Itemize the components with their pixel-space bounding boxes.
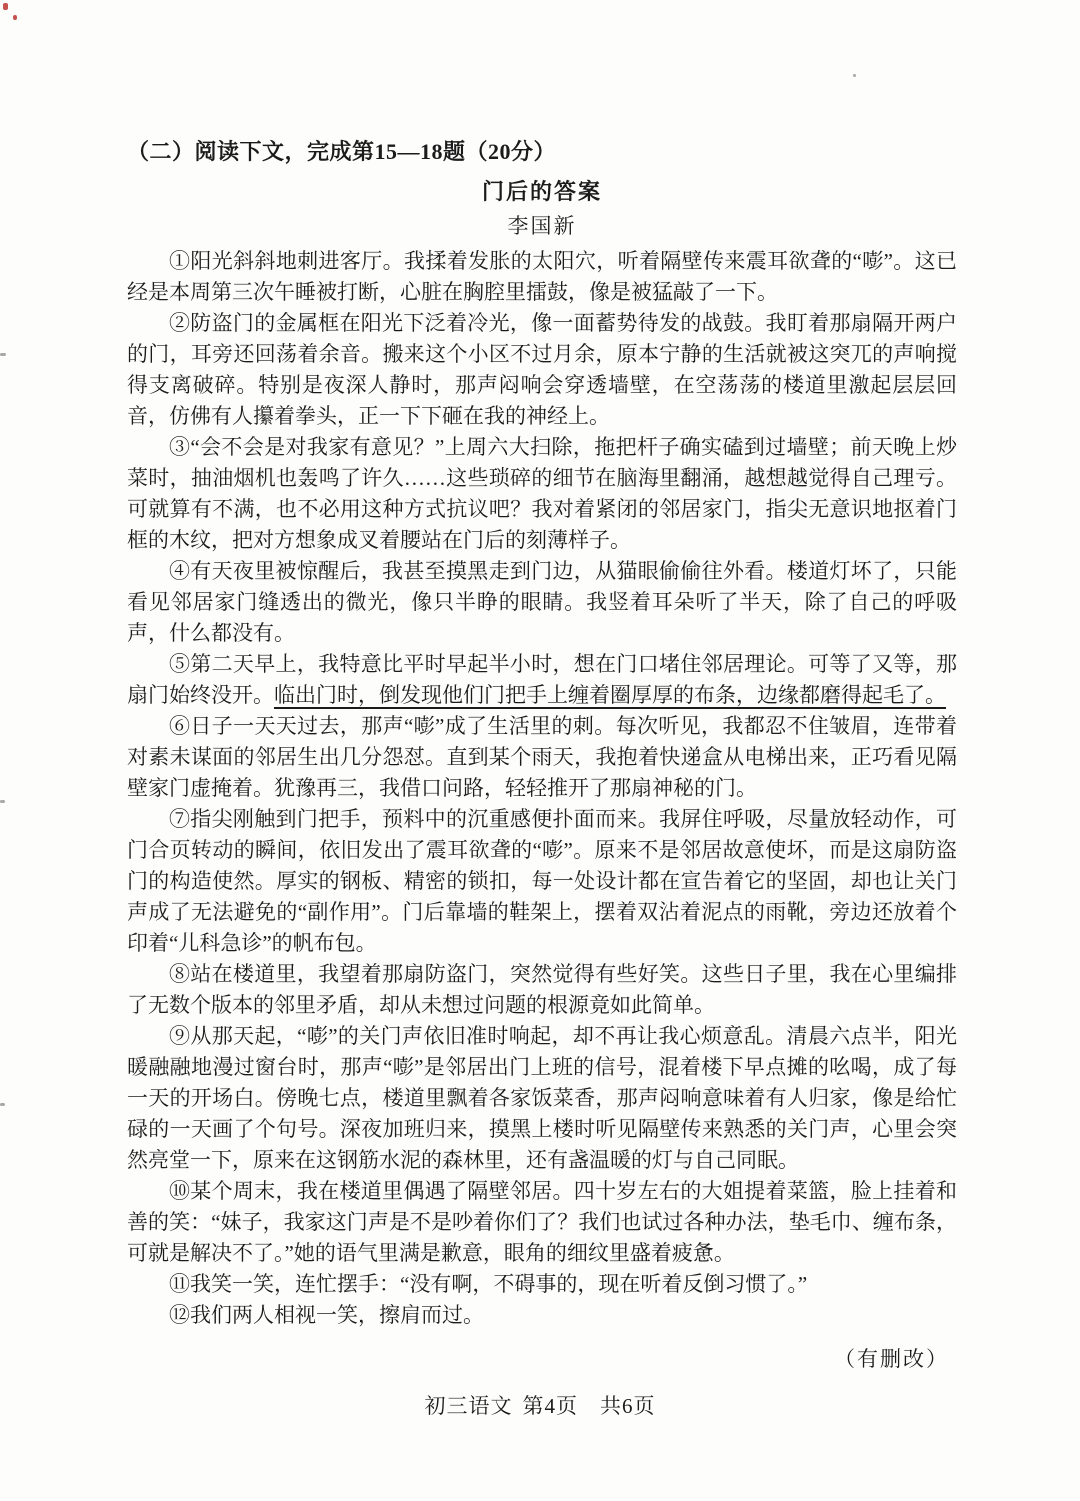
page-footer bbox=[0, 1392, 1080, 1420]
footer-course: 初三语文 bbox=[424, 1394, 513, 1418]
article-body bbox=[127, 246, 957, 1331]
underlined-sentence: 临出门时，倒发现他们门把手上缠着圈厚厚的布条，边缘都磨得起毛了。 bbox=[274, 683, 946, 707]
paragraph-text: ⑥日子一天天过去，那声“嘭”成了生活里的刺。每次听见，我都忍不住皱眉，连带着对素未谋面的邻居生出几分怨怼。直到某个雨天，我抱着快递盒从电梯出来，正巧看见隔壁家门虚掩着。犹豫再三，我借口问路，轻轻推开了那扇神秘的门。 bbox=[127, 714, 957, 800]
paragraph-text: ⑧站在楼道里，我望着那扇防盗门，突然觉得有些好笑。这些日子里，我在心里编排了无数个版本的邻里矛盾，却从未想过问题的根源竟如此简单。 bbox=[127, 962, 957, 1017]
paragraph-text: ②防盗门的金属框在阳光下泛着冷光，像一面蓄势待发的战鼓。我盯着那扇隔开两户的门，耳旁还回荡着余音。搬来这个小区不过月余，原本宁静的生活就被这突兀的声响搅得支离破碎。特别是夜深人静时，那声闷响会穿透墙壁，在空荡荡的楼道里激起层层回音，仿佛有人攥着拳头，正一下下砸在我的神经上。 bbox=[127, 311, 957, 428]
article-paragraph bbox=[127, 959, 957, 1021]
paragraph-text: ④有天夜里被惊醒后，我甚至摸黑走到门边，从猫眼偷偷往外看。楼道灯坏了，只能看见邻居家门缝透出的微光，像只半睁的眼睛。我竖着耳朵听了半天，除了自己的呼吸声，什么都没有。 bbox=[127, 559, 957, 645]
paragraph-text: ③“会不会是对我家有意见？”上周六大扫除，拖把杆子确实磕到过墙壁；前天晚上炒菜时，抽油烟机也轰鸣了许久……这些琐碎的细节在脑海里翻涌，越想越觉得自己理亏。可就算有不满，也不必用这种方式抗议吧？我对着紧闭的邻居家门，指尖无意识地抠着门框的木纹，把对方想象成叉着腰站在门后的刻薄样子。 bbox=[127, 435, 957, 552]
article-paragraph bbox=[127, 804, 957, 959]
article-paragraph bbox=[127, 1300, 957, 1331]
article-title: 门后的答案 bbox=[481, 179, 602, 204]
footer-page-number: 第4页 bbox=[522, 1394, 578, 1418]
paragraph-text: ⑫我们两人相视一笑，擦肩而过。 bbox=[169, 1303, 484, 1327]
article-paragraph bbox=[127, 711, 957, 804]
footer-total-pages: 共6页 bbox=[600, 1394, 656, 1418]
paragraph-text: ⑦指尖刚触到门把手，预料中的沉重感便扑面而来。我屏住呼吸，尽量放轻动作，可门合页转动的瞬间，依旧发出了震耳欲聋的“嘭”。原来不是邻居故意使坏，而是这扇防盗门的构造使然。厚实的钢板、精密的锁扣，每一处设计都在宣告着它的坚固，却也让关门声成了无法避免的“副作用”。门后靠墙的鞋架上，摆着双沾着泥点的雨靴，旁边还放着个印着“儿科急诊”的帆布包。 bbox=[127, 807, 957, 955]
paragraph-text: ⑤第二天早上，我特意比平时早起半小时，想在门口堵住邻居理论。可等了又等，那扇门始终没开。 bbox=[127, 652, 957, 707]
scan-speck bbox=[853, 74, 856, 77]
scan-speck bbox=[0, 1103, 5, 1106]
paragraph-text: ⑪我笑一笑，连忙摆手：“没有啊，不碍事的，现在听着反倒习惯了。” bbox=[169, 1272, 808, 1296]
article-author: 李国新 bbox=[507, 214, 577, 238]
article-paragraph bbox=[127, 432, 957, 556]
scan-speck bbox=[0, 800, 5, 803]
article-paragraph bbox=[127, 1176, 957, 1269]
article-paragraph bbox=[127, 649, 957, 711]
attribution-note: （有删改） bbox=[834, 1347, 949, 1371]
paragraph-text: ①阳光斜斜地刺进客厅。我揉着发胀的太阳穴，听着隔壁传来震耳欲聋的“嘭”。这已经是本周第三次午睡被打断，心脏在胸腔里擂鼓，像是被猛敲了一下。 bbox=[127, 249, 957, 304]
page-content bbox=[127, 136, 957, 1373]
scan-speck bbox=[3, 3, 8, 10]
paragraph-text: ⑨从那天起，“嘭”的关门声依旧准时响起，却不再让我心烦意乱。清晨六点半，阳光暖融融地漫过窗台时，那声“嘭”是邻居出门上班的信号，混着楼下早点摊的吆喝，成了每一天的开场白。傍晚七点，楼道里飘着各家饭菜香，那声闷响意味着有人归家，像是给忙碌的一天画了个句号。深夜加班归来，摸黑上楼时听见隔壁传来熟悉的关门声，心里会突然亮堂一下，原来在这钢筋水泥的森林里，还有盏温暖的灯与自己同眠。 bbox=[127, 1024, 957, 1172]
article-paragraph bbox=[127, 308, 957, 432]
article-paragraph bbox=[127, 1021, 957, 1176]
scan-speck bbox=[13, 15, 17, 20]
article-paragraph bbox=[127, 1269, 957, 1300]
paragraph-text: ⑩某个周末，我在楼道里偶遇了隔壁邻居。四十岁左右的大姐提着菜篮，脸上挂着和善的笑：“妹子，我家这门声是不是吵着你们了？我们也试过各种办法，垫毛巾、缠布条，可就是解决不了。”她的语气里满是歉意，眼角的细纹里盛着疲惫。 bbox=[127, 1179, 957, 1265]
article-paragraph bbox=[127, 246, 957, 308]
article-paragraph bbox=[127, 556, 957, 649]
section-header: （二）阅读下文，完成第15—18题（20分） bbox=[127, 139, 557, 164]
scan-speck bbox=[0, 353, 6, 356]
